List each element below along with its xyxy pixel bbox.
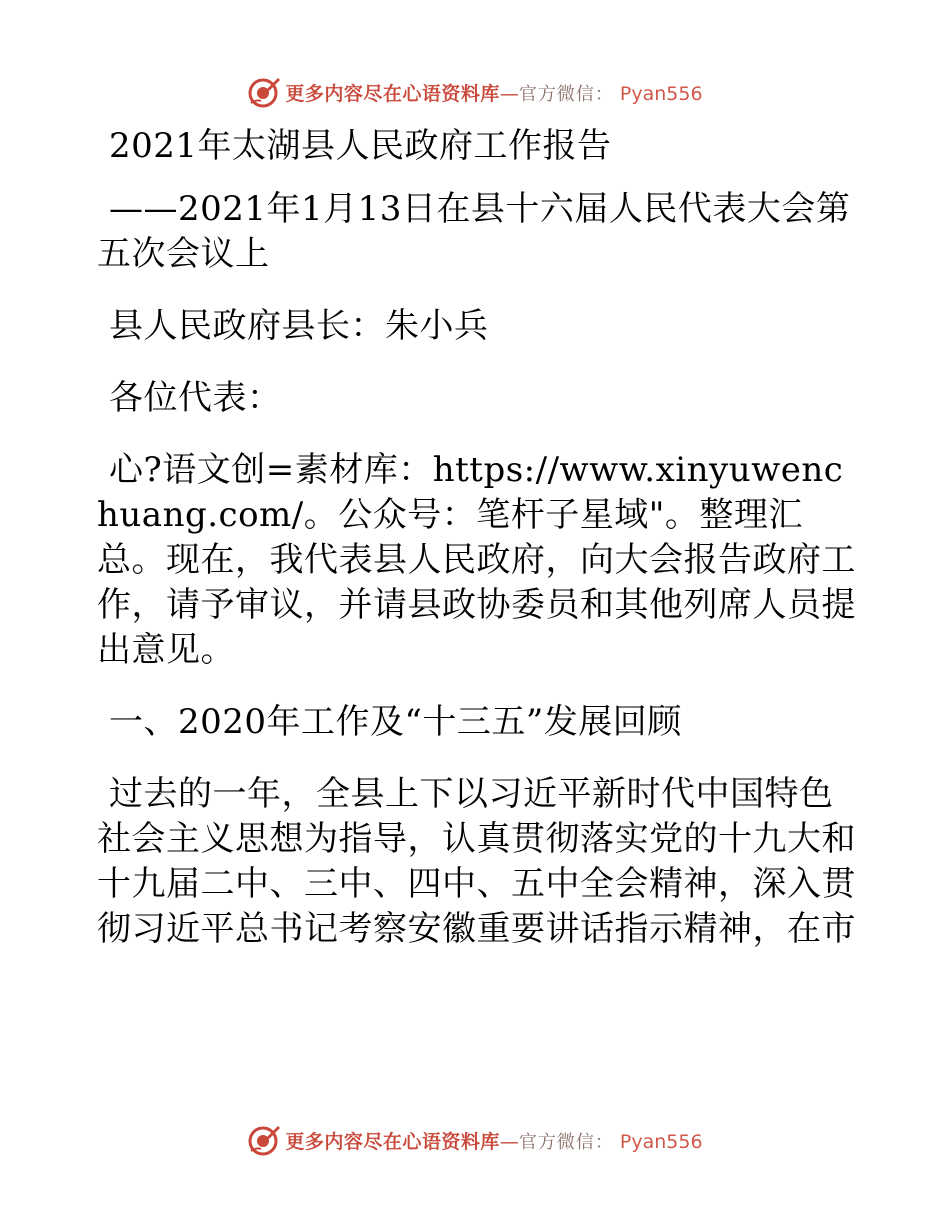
banner-sub-text: 官方微信：	[518, 1131, 614, 1153]
document-salutation: 各位代表：	[109, 378, 282, 418]
section-heading: 一、2020年工作及“十三五”发展回顾	[109, 702, 682, 742]
banner-main-text: 更多内容尽在心语资料库	[285, 1130, 500, 1153]
document-title: 2021年太湖县人民政府工作报告	[109, 126, 612, 166]
document-body	[97, 124, 857, 979]
document-subtitle: ——2021年1月13日在县十六届人民代表大会第五次会议上	[97, 189, 851, 274]
document-speaker: 县人民政府县长：朱小兵	[109, 306, 489, 346]
banner-wechat-id: Pyan556	[619, 82, 703, 105]
banner-dash: —	[499, 82, 519, 105]
banner-sub-text: 官方微信：	[518, 83, 614, 105]
brush-logo-icon	[247, 75, 281, 109]
brush-logo-icon	[247, 1123, 281, 1157]
header-banner	[0, 72, 950, 112]
banner-dash: —	[499, 1130, 519, 1153]
section-paragraph: 过去的一年，全县上下以习近平新时代中国特色社会主义思想为指导，认真贯彻落实党的十九大和十九届二中、三中、四中、五中全会精神，深入贯彻习近平总书记考察安徽重要讲话指示精神，在市	[97, 774, 856, 949]
banner-wechat-id: Pyan556	[619, 1130, 703, 1153]
footer-banner	[0, 1120, 950, 1160]
banner-main-text: 更多内容尽在心语资料库	[285, 82, 500, 105]
document-intro-paragraph: 心?语文创=素材库：https://www.xinyuwenchuang.com/。公众号：笔杆子星域"。整理汇总。现在，我代表县人民政府，向大会报告政府工作，请予审议，并请县政协委员和其他列席人员提出意见。	[97, 450, 856, 670]
